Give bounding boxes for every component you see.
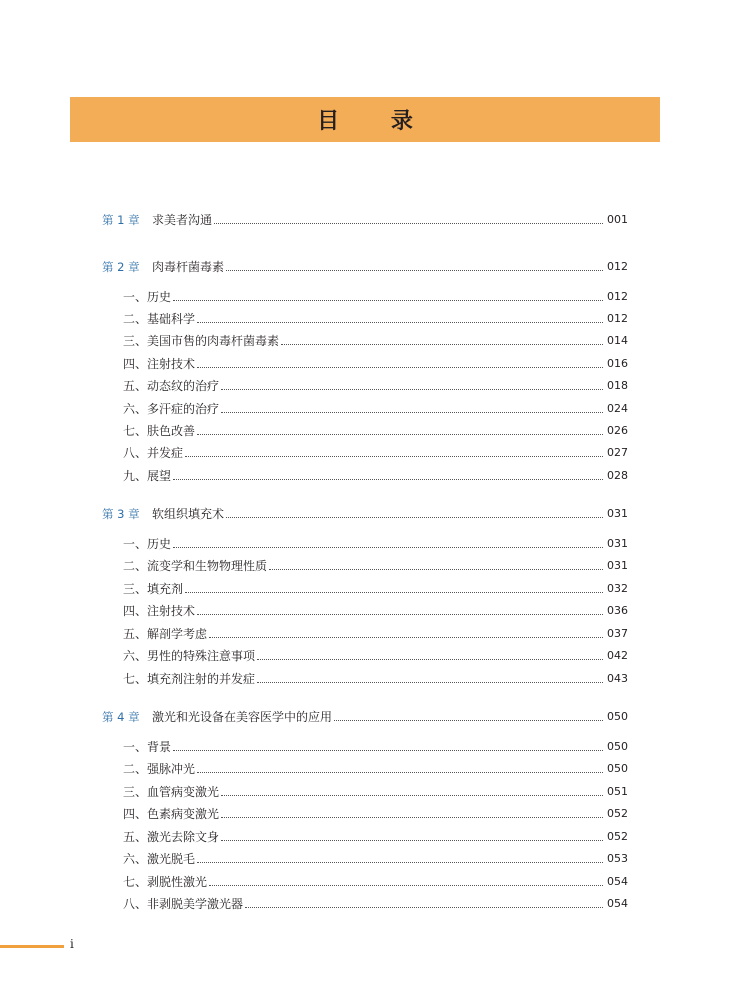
dot-leader (221, 388, 603, 390)
section-title: 六、男性的特殊注意事项 (123, 649, 256, 663)
section-title: 五、激光去除文身 (123, 830, 220, 844)
toc-section[interactable] (123, 826, 627, 844)
page-number: 050 (607, 740, 628, 753)
section-title: 七、肤色改善 (123, 424, 196, 438)
page-number: 012 (607, 290, 628, 303)
dot-leader (221, 411, 603, 413)
page-number: 031 (607, 559, 628, 572)
section-title: 七、填充剂注射的并发症 (123, 672, 256, 686)
page-number: 050 (607, 710, 628, 723)
chapter-number: 第 1 章 (102, 213, 140, 227)
section-title: 一、历史 (123, 537, 172, 551)
toc-section[interactable] (123, 848, 627, 866)
dot-leader (197, 366, 603, 368)
page-number: 001 (607, 213, 628, 226)
dot-leader (173, 299, 603, 301)
dot-leader (173, 546, 603, 548)
dot-leader (226, 269, 603, 271)
toc-section[interactable] (123, 736, 627, 754)
section-title: 三、美国市售的肉毒杆菌毒素 (123, 334, 280, 348)
page-number: 051 (607, 785, 628, 798)
page-title: 目 录 (317, 108, 435, 134)
chapter-number: 第 3 章 (102, 507, 140, 521)
dot-leader (173, 749, 603, 751)
page-number: 012 (607, 260, 628, 273)
page-number: 026 (607, 424, 628, 437)
dot-leader (197, 861, 603, 863)
section-title: 四、色素病变激光 (123, 807, 220, 821)
section-title: 六、多汗症的治疗 (123, 402, 220, 416)
page-number: 032 (607, 582, 628, 595)
toc-section[interactable] (123, 286, 627, 304)
section-title: 四、注射技术 (123, 604, 196, 618)
page-number: 052 (607, 807, 628, 820)
toc-section[interactable] (123, 668, 627, 686)
page-number: 027 (607, 446, 628, 459)
page-number: 024 (607, 402, 628, 415)
toc-chapter-1[interactable] (102, 209, 627, 227)
section-title: 二、基础科学 (123, 312, 196, 326)
section-title: 二、流变学和生物物理性质 (123, 559, 268, 573)
toc-section[interactable] (123, 533, 627, 551)
dot-leader (221, 794, 603, 796)
toc-section[interactable] (123, 645, 627, 663)
dot-leader (221, 839, 603, 841)
dot-leader (226, 516, 603, 518)
section-title: 五、动态纹的治疗 (123, 379, 220, 393)
toc-section[interactable] (123, 465, 627, 483)
page-number: 018 (607, 379, 628, 392)
toc-section[interactable] (123, 578, 627, 596)
page-number: 031 (607, 507, 628, 520)
dot-leader (185, 455, 603, 457)
toc-chapter-3[interactable] (102, 503, 627, 521)
dot-leader (209, 884, 603, 886)
toc-section[interactable] (123, 375, 627, 393)
chapter-title: 激光和光设备在美容医学中的应用 (152, 710, 333, 724)
page-number: 012 (607, 312, 628, 325)
section-title: 二、强脉冲光 (123, 762, 196, 776)
toc-section[interactable] (123, 871, 627, 889)
toc-section[interactable] (123, 803, 627, 821)
section-title: 五、解剖学考虑 (123, 627, 208, 641)
section-title: 九、展望 (123, 469, 172, 483)
dot-leader (197, 771, 603, 773)
dot-leader (185, 591, 603, 593)
page-number: 016 (607, 357, 628, 370)
dot-leader (214, 222, 603, 224)
section-title: 八、非剥脱美学激光器 (123, 897, 244, 911)
toc-section[interactable] (123, 623, 627, 641)
toc-chapter-2[interactable] (102, 256, 627, 274)
section-title: 一、历史 (123, 290, 172, 304)
page-number: 054 (607, 897, 628, 910)
page-number: 037 (607, 627, 628, 640)
dot-leader (197, 433, 603, 435)
section-title: 三、血管病变激光 (123, 785, 220, 799)
toc-section[interactable] (123, 600, 627, 618)
chapter-title: 求美者沟通 (152, 213, 213, 227)
section-title: 六、激光脱毛 (123, 852, 196, 866)
page-number: 031 (607, 537, 628, 550)
footer-page-number: i (70, 937, 74, 951)
dot-leader (257, 681, 603, 683)
chapter-number: 第 4 章 (102, 710, 140, 724)
toc-section[interactable] (123, 308, 627, 326)
chapter-number: 第 2 章 (102, 260, 140, 274)
dot-leader (209, 636, 603, 638)
section-title: 四、注射技术 (123, 357, 196, 371)
dot-leader (221, 816, 603, 818)
toc-section[interactable] (123, 353, 627, 371)
dot-leader (281, 343, 603, 345)
section-title: 七、剥脱性激光 (123, 875, 208, 889)
footer-accent-bar (0, 945, 64, 948)
dot-leader (197, 613, 603, 615)
toc-section[interactable] (123, 758, 627, 776)
toc-section[interactable] (123, 330, 627, 348)
dot-leader (173, 478, 603, 480)
chapter-title: 肉毒杆菌毒素 (152, 260, 225, 274)
dot-leader (197, 321, 603, 323)
page-number: 036 (607, 604, 628, 617)
toc-chapter-4[interactable] (102, 706, 627, 724)
page-number: 053 (607, 852, 628, 865)
toc-section[interactable] (123, 555, 627, 573)
section-title: 八、并发症 (123, 446, 184, 460)
page-number: 054 (607, 875, 628, 888)
page-number: 043 (607, 672, 628, 685)
chapter-title: 软组织填充术 (152, 507, 225, 521)
dot-leader (245, 906, 603, 908)
section-title: 一、背景 (123, 740, 172, 754)
toc-section[interactable] (123, 442, 627, 460)
page-number: 014 (607, 334, 628, 347)
page-number: 028 (607, 469, 628, 482)
dot-leader (257, 658, 603, 660)
dot-leader (334, 719, 603, 721)
toc-section[interactable] (123, 398, 627, 416)
section-title: 三、填充剂 (123, 582, 184, 596)
page-number: 050 (607, 762, 628, 775)
page-number: 052 (607, 830, 628, 843)
dot-leader (269, 568, 603, 570)
page-number: 042 (607, 649, 628, 662)
toc-section[interactable] (123, 893, 627, 911)
toc-section[interactable] (123, 420, 627, 438)
toc-section[interactable] (123, 781, 627, 799)
